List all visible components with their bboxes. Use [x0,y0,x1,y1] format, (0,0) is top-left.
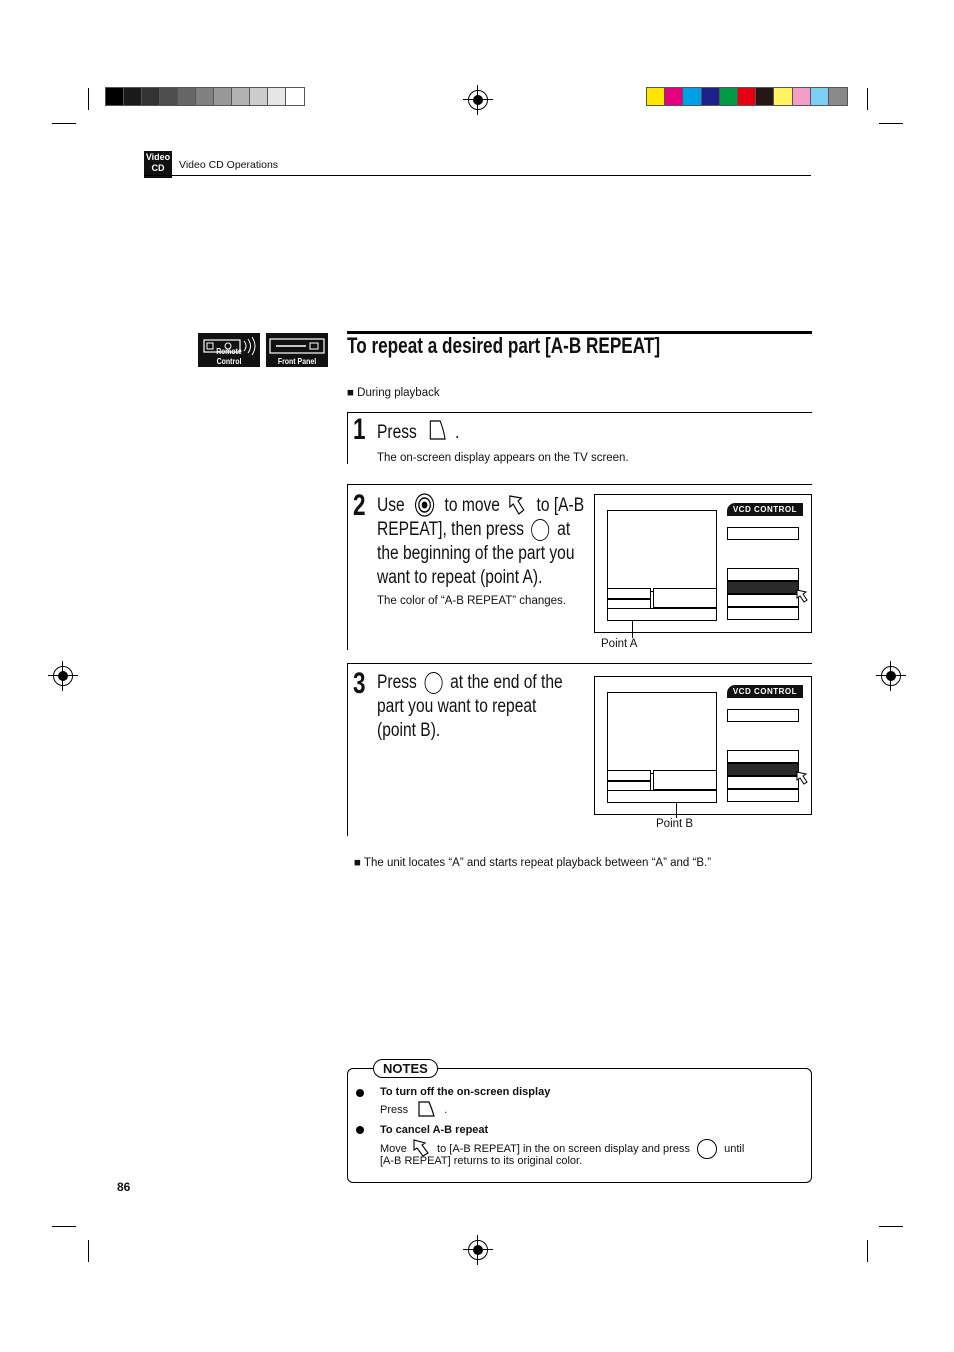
enter-button-icon [424,672,442,694]
header-rule [144,175,811,176]
point-a-caption: Point A [601,638,638,650]
crop-mark [52,1226,76,1227]
note-2-title: To cancel A-B repeat [380,1124,489,1136]
step-2-number: 2 [353,489,366,522]
footnote: ■ The unit locates “A” and starts repeat playback between “A” and “B.” [354,857,712,869]
remote-control-label: Remote Control [216,346,242,366]
video-cd-badge [144,151,172,178]
step-3-line-3: (point B). [377,720,441,741]
note-bullet-icon [356,1126,364,1134]
osd-row [607,770,651,781]
step-1-number: 1 [353,413,366,446]
step-2-to-move: to move [444,495,500,516]
step-2-left-rule [347,484,348,650]
registration-mark-icon [468,90,488,110]
gray-swatch [232,88,250,105]
gray-swatch [178,88,196,105]
osd-cursor-icon [795,588,809,604]
osd-menu-item [727,607,799,620]
crop-mark [52,123,76,124]
page-title: To repeat a desired part [A-B REPEAT] [347,333,661,358]
step-2-top-rule [347,484,812,485]
step-2-line-2: REPEAT], then press [377,519,524,540]
osd-menu-item [727,776,799,789]
registration-mark-icon [53,666,73,686]
gray-swatch [142,88,160,105]
osd-row [653,588,717,608]
osd-row [653,770,717,790]
note-2-middle: to [A-B REPEAT] in the on screen display and press [437,1143,690,1155]
color-swatch [647,88,665,105]
osd-screen-point-b [594,676,812,815]
gray-swatch [196,88,214,105]
step-2-to-ab: to [A-B [536,495,585,516]
step-2-text [377,492,594,590]
condition-label: ■ During playback [347,387,440,399]
vcd-control-tab: VCD CONTROL [727,685,803,698]
step-1-period: . [455,422,460,443]
badge-line-2: CD [151,163,165,173]
note-1-period: . [444,1104,448,1116]
color-swatch [793,88,811,105]
crop-mark [88,88,89,110]
step-3-text [377,671,594,743]
enter-button-icon [532,519,550,541]
section-title: Video CD Operations [179,159,279,171]
osd-menu-item [727,750,799,763]
color-swatch [665,88,683,105]
osd-button-icon [417,1100,437,1118]
notes-heading: NOTES [373,1059,438,1078]
osd-picture-area [607,510,717,592]
gray-swatch [106,88,124,105]
front-panel-icon [266,333,328,367]
registration-mark-icon [468,1240,488,1260]
step-1-text [377,419,459,445]
step-2-at: at [557,519,571,540]
step-1-note: The on-screen display appears on the TV screen. [377,452,629,464]
osd-button-icon [428,419,448,441]
osd-menu-item [727,568,799,581]
cursor-arrow-icon [508,493,529,517]
point-a-pointer [632,620,633,638]
enter-button-icon [697,1139,717,1159]
osd-time-bar [607,790,717,803]
step-2-use: Use [377,495,405,516]
note-2-until: until [724,1143,745,1155]
crop-mark [879,123,903,124]
notes-box [347,1061,812,1183]
point-b-pointer [676,802,677,818]
osd-screen-point-a [594,494,812,633]
step-2-line-4: want to repeat (point A). [377,567,543,588]
crop-mark [88,1240,89,1262]
osd-row [607,588,651,599]
color-swatch [702,88,720,105]
color-swatch [756,88,774,105]
osd-cursor-icon [795,770,809,786]
point-b-caption: Point B [656,818,694,830]
note-2-text-line-2: [A-B REPEAT] returns to its original color. [380,1155,583,1167]
note-bullet-icon [356,1089,364,1097]
osd-menu-item [727,594,799,607]
color-swatch [774,88,792,105]
color-swatch [811,88,829,105]
gray-swatch [214,88,232,105]
note-1-title: To turn off the on-screen display [380,1086,551,1098]
page-number: 86 [117,1180,131,1194]
step-2-line-3: the beginning of the part you [377,543,575,564]
osd-menu-item-selected [727,763,799,776]
gray-swatch [160,88,178,105]
color-swatch [829,88,847,105]
osd-slider [727,527,799,540]
note-2-move: Move [380,1143,407,1155]
osd-time-bar [607,608,717,621]
step-3-press: Press [377,672,417,693]
osd-picture-area [607,692,717,774]
step-3-top-rule [347,663,812,664]
osd-menu-item [727,789,799,802]
vcd-control-tab: VCD CONTROL [727,503,803,516]
step-1-top-rule [347,412,812,413]
remote-control-icon [198,333,260,367]
gray-swatch [250,88,268,105]
step-3-at-end: at the end of the [450,672,563,693]
osd-slider [727,709,799,722]
crop-mark [867,88,868,110]
step-1-left-rule [347,412,348,464]
note-1-press: Press [380,1104,409,1116]
crop-mark [867,1240,868,1262]
step-2-note: The color of “A-B REPEAT” changes. [377,595,566,607]
badge-line-1: Video [145,152,171,162]
osd-menu-item-selected [727,581,799,594]
multi-jog-icon [414,492,435,518]
front-panel-label: Front Panel [277,356,317,366]
step-1-press: Press [377,422,417,443]
step-3-left-rule [347,663,348,836]
step-3-number: 3 [353,667,366,700]
note-1-text [380,1100,447,1118]
gray-swatch [268,88,286,105]
color-swatch [738,88,756,105]
gray-swatch [124,88,142,105]
color-swatch [720,88,738,105]
gray-swatch [286,88,304,105]
color-swatch [683,88,701,105]
registration-mark-icon [881,666,901,686]
step-3-line-2: part you want to repeat [377,696,537,717]
crop-mark [879,1226,903,1227]
